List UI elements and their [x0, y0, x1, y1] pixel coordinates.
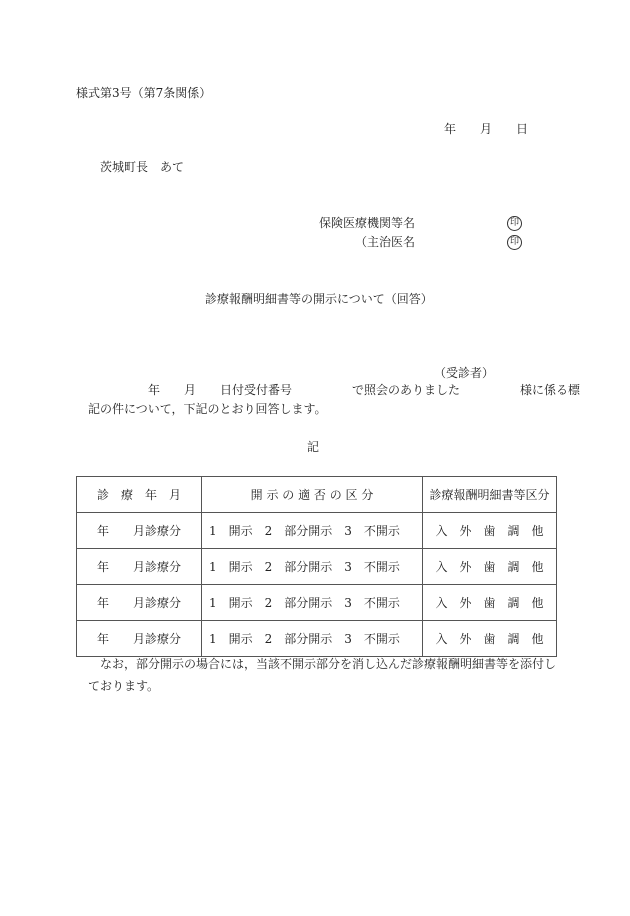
addressee: 茨城町長 あて [100, 160, 185, 174]
patient-label: （受診者） [434, 366, 495, 380]
institution-label: 保険医療機関等名 [319, 216, 416, 230]
body-line-1: 年 月 日付受付番号 で照会のありました 様に係る標 [148, 383, 581, 397]
body-line-2: 記の件について，下記のとおり回答します。 [88, 402, 327, 416]
header-disclosure: 開 示 の 適 否 の 区 分 [202, 477, 423, 513]
cell-month: 年 月診療分 [77, 621, 202, 657]
table-row [77, 549, 557, 585]
note-line-2: ております。 [88, 679, 160, 693]
date-line: 年 月 日 [444, 122, 529, 136]
cell-month: 年 月診療分 [77, 549, 202, 585]
cell-category: 入 外 歯 調 他 [423, 549, 557, 585]
disclosure-table [76, 476, 557, 657]
table-row [77, 621, 557, 657]
cell-month: 年 月診療分 [77, 513, 202, 549]
cell-disclosure: 1 開示 2 部分開示 3 不開示 [202, 621, 423, 657]
cell-category: 入 外 歯 調 他 [423, 513, 557, 549]
cell-category: 入 外 歯 調 他 [423, 585, 557, 621]
table-row [77, 513, 557, 549]
header-category: 診療報酬明細書等区分 [423, 477, 557, 513]
seal-mark-icon: 印 [507, 235, 522, 250]
header-month: 診 療 年 月 [77, 477, 202, 513]
document-title: 診療報酬明細書等の開示について（回答） [205, 292, 433, 306]
note-line-1: なお，部分開示の場合には，当該不開示部分を消し込んだ診療報酬明細書等を添付し [100, 657, 557, 671]
cell-disclosure: 1 開示 2 部分開示 3 不開示 [202, 549, 423, 585]
cell-disclosure: 1 開示 2 部分開示 3 不開示 [202, 585, 423, 621]
ki-heading: 記 [307, 440, 320, 454]
seal-mark-icon: 印 [507, 216, 522, 231]
table-header-row [77, 477, 557, 513]
form-number: 様式第3号（第7条関係） [76, 86, 212, 100]
table-row [77, 585, 557, 621]
doctor-label: （主治医名 [355, 235, 416, 249]
cell-month: 年 月診療分 [77, 585, 202, 621]
cell-disclosure: 1 開示 2 部分開示 3 不開示 [202, 513, 423, 549]
cell-category: 入 外 歯 調 他 [423, 621, 557, 657]
